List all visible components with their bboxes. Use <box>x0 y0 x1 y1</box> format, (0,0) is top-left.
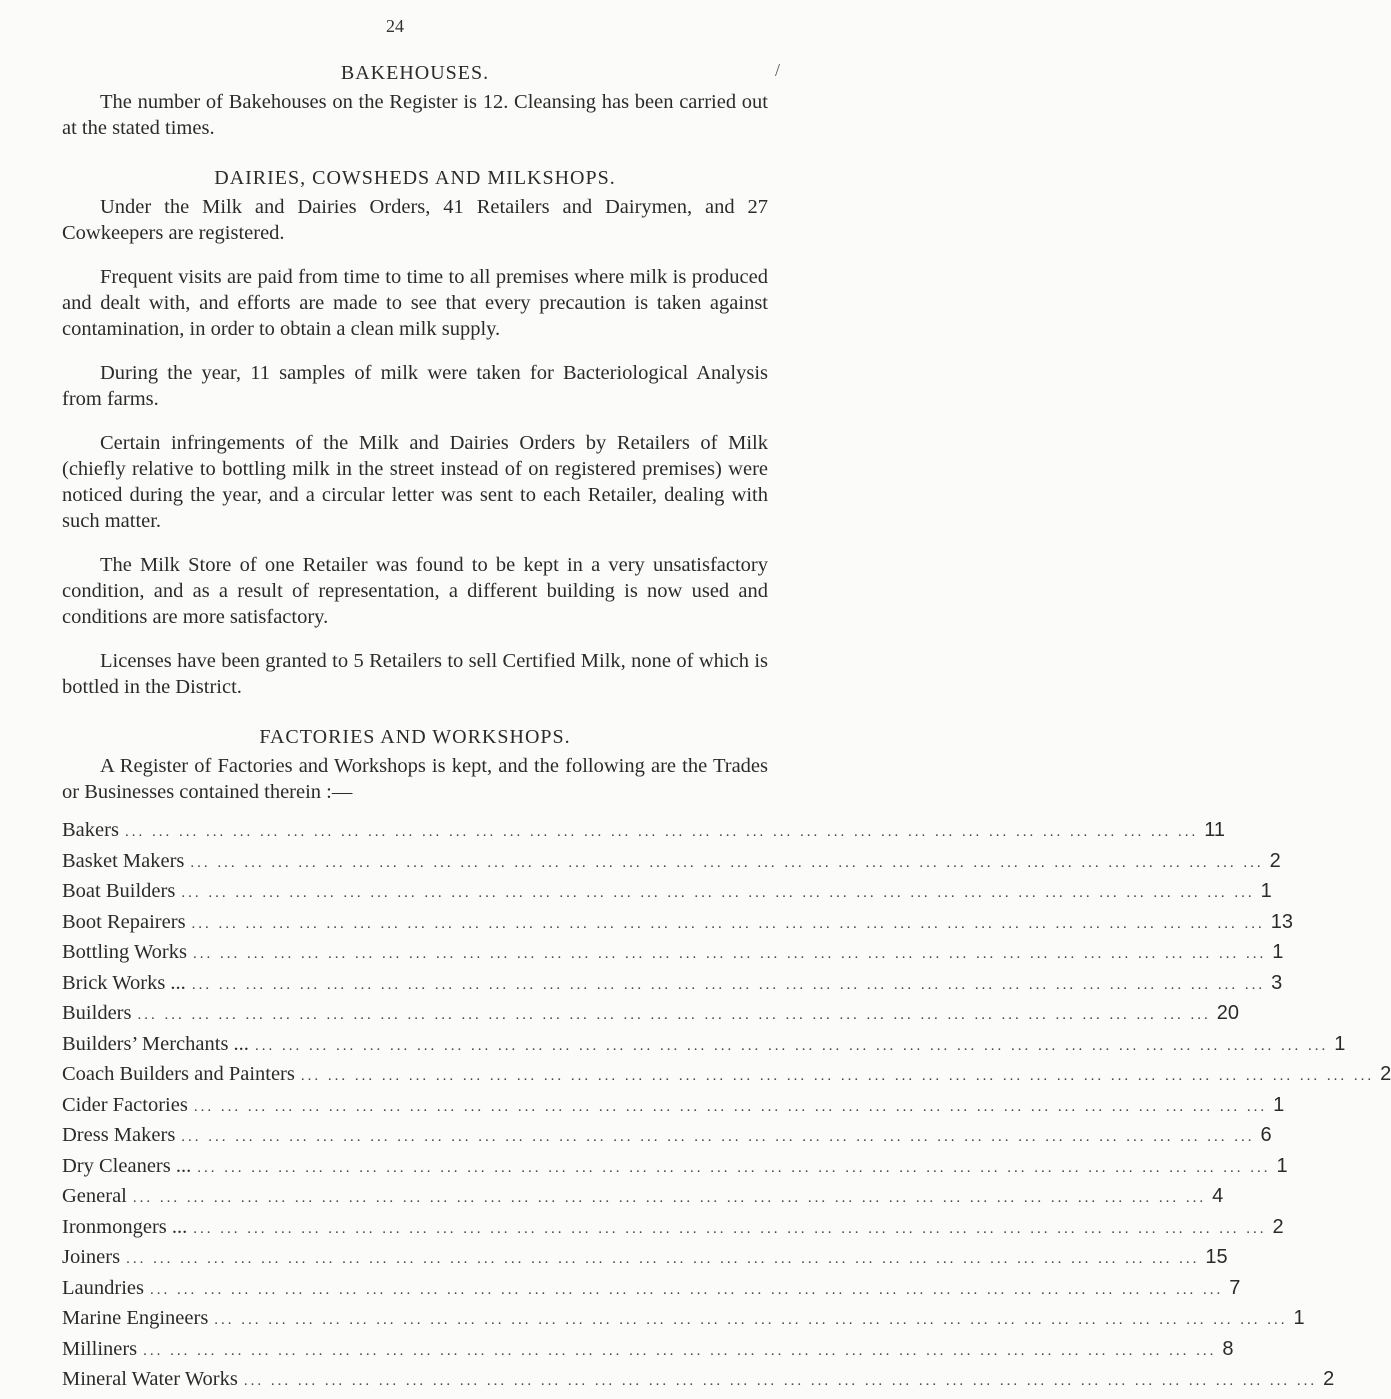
trade-name: Builders’ Merchants ... <box>62 1032 249 1055</box>
trade-count: 6 <box>1260 1124 1272 1146</box>
trade-count: 2 <box>1272 1215 1284 1238</box>
trade-count: 3 <box>1271 971 1283 994</box>
dot-leader: ... ... ... ... ... ... ... ... ... ... ... ... ... ... ... ... ... ... ... ... ... ... ... ... ... ... ... ... ... ... ... ... ... ... ... ... ... ... ... ... <box>126 1251 1200 1267</box>
dot-leader: ... ... ... ... ... ... ... ... ... ... ... ... ... ... ... ... ... ... ... ... ... ... ... ... ... ... ... ... ... ... ... ... ... ... ... ... ... ... ... ... <box>137 1007 1211 1023</box>
trade-name: Marine Engineers <box>62 1307 209 1329</box>
trade-count: 1 <box>1276 1154 1288 1177</box>
dot-leader: ... ... ... ... ... ... ... ... ... ... ... ... ... ... ... ... ... ... ... ... ... ... ... ... ... ... ... ... ... ... ... ... ... ... ... ... ... ... ... ... <box>243 1373 1318 1389</box>
trade-name: Dry Cleaners ... <box>62 1154 192 1177</box>
trade-row <box>62 880 1272 911</box>
trade-name: Mineral Water Works <box>62 1368 238 1390</box>
trade-row <box>62 1063 1391 1094</box>
dairies-paragraph-2: Frequent visits are paid from time to time to all premises where milk is produced and dealt with, and efforts are made to see that every precaution is taken against contamination, in order to obtain a clean milk supply. <box>62 266 768 340</box>
trade-name: Boot Repairers <box>62 910 186 933</box>
dairies-paragraph-1: Under the Milk and Dairies Orders, 41 Retailers and Dairymen, and 27 Cowkeepers are registered. <box>62 196 768 244</box>
trade-row <box>62 1246 1228 1277</box>
trade-name: Brick Works ... <box>62 971 186 994</box>
trade-name: Ironmongers ... <box>62 1215 188 1238</box>
trade-count: 8 <box>1222 1337 1234 1360</box>
trade-row <box>62 1124 1272 1155</box>
margin-mark: / <box>775 60 781 80</box>
trade-count: 15 <box>1205 1246 1228 1268</box>
dot-leader: ... ... ... ... ... ... ... ... ... ... ... ... ... ... ... ... ... ... ... ... ... ... ... ... ... ... ... ... ... ... ... ... ... ... ... ... ... ... ... ... <box>191 915 1265 932</box>
trade-row <box>62 1215 1284 1247</box>
trade-row <box>62 971 1283 1003</box>
trade-count: 1 <box>1272 941 1284 963</box>
dot-leader: ... ... ... ... ... ... ... ... ... ... ... ... ... ... ... ... ... ... ... ... ... ... ... ... ... ... ... ... ... ... ... ... ... ... ... ... ... ... ... ... <box>214 1312 1288 1328</box>
trade-count: 2 <box>1380 1063 1391 1085</box>
trade-count: 4 <box>1212 1185 1224 1207</box>
dot-leader: ... ... ... ... ... ... ... ... ... ... ... ... ... ... ... ... ... ... ... ... ... ... ... ... ... ... ... ... ... ... ... ... ... ... ... ... ... ... ... ... <box>181 885 1255 901</box>
dairies-paragraph-3: During the year, 11 samples of milk were taken for Bacteriological Analysis from farms. <box>62 362 768 410</box>
trade-name: Laundries <box>62 1276 144 1299</box>
dairies-paragraph-6: Licenses have been granted to 5 Retailers to sell Certified Milk, none of which is bottled in the District. <box>62 650 768 698</box>
trade-row <box>62 1307 1305 1338</box>
dot-leader: ... ... ... ... ... ... ... ... ... ... ... ... ... ... ... ... ... ... ... ... ... ... ... ... ... ... ... ... ... ... ... ... ... ... ... ... ... ... ... ... <box>143 1342 1217 1359</box>
dairies-paragraph-5: The Milk Store of one Retailer was found to be kept in a very unsatisfactory condition, and as a result of representation, a different building is now used and conditions are more satisfactory. <box>62 554 768 628</box>
trade-row <box>62 1154 1288 1186</box>
trade-count: 1 <box>1260 880 1272 902</box>
factories-heading: FACTORIES AND WORKSHOPS. <box>259 726 571 748</box>
trade-row <box>62 941 1284 972</box>
factories-intro: A Register of Factories and Workshops is kept, and the following are the Trades or Businesses contained therein :— <box>62 755 768 803</box>
trade-row <box>62 1337 1234 1369</box>
dot-leader: ... ... ... ... ... ... ... ... ... ... ... ... ... ... ... ... ... ... ... ... ... ... ... ... ... ... ... ... ... ... ... ... ... ... ... ... ... ... ... ... <box>193 1220 1267 1237</box>
dot-leader: ... ... ... ... ... ... ... ... ... ... ... ... ... ... ... ... ... ... ... ... ... ... ... ... ... ... ... ... ... ... ... ... ... ... ... ... ... ... ... ... <box>254 1037 1329 1054</box>
trade-count: 1 <box>1273 1093 1285 1116</box>
dot-leader: ... ... ... ... ... ... ... ... ... ... ... ... ... ... ... ... ... ... ... ... ... ... ... ... ... ... ... ... ... ... ... ... ... ... ... ... ... ... ... ... <box>124 824 1199 840</box>
trade-row <box>62 849 1281 881</box>
trade-name: Coach Builders and Painters <box>62 1063 295 1085</box>
dairies-paragraph-4: Certain infringements of the Milk and Dairies Orders by Retailers of Milk (chiefly relative to bottling milk in the street instead of on registered premises) were noticed during the year, and a circular letter was sent to each Retailer, dealing with such matter. <box>62 432 768 532</box>
trade-name: Bottling Works <box>62 941 187 963</box>
trades-list <box>62 819 1391 1399</box>
trade-name: Joiners <box>62 1246 121 1268</box>
trade-count: 1 <box>1293 1307 1305 1329</box>
trade-count: 2 <box>1323 1368 1335 1390</box>
trade-name: Bakers <box>62 819 119 841</box>
dot-leader: ... ... ... ... ... ... ... ... ... ... ... ... ... ... ... ... ... ... ... ... ... ... ... ... ... ... ... ... ... ... ... ... ... ... ... ... ... ... ... ... <box>190 854 1264 871</box>
trade-row <box>62 819 1225 850</box>
trade-name: Cider Factories <box>62 1093 188 1116</box>
trade-row <box>62 1093 1285 1125</box>
trade-row <box>62 1032 1346 1064</box>
dairies-heading: DAIRIES, COWSHEDS AND MILKSHOPS. <box>214 167 616 189</box>
dot-leader: ... ... ... ... ... ... ... ... ... ... ... ... ... ... ... ... ... ... ... ... ... ... ... ... ... ... ... ... ... ... ... ... ... ... ... ... ... ... ... ... <box>192 946 1267 962</box>
trade-count: 7 <box>1229 1276 1241 1299</box>
trade-row <box>62 1002 1239 1033</box>
dot-leader: ... ... ... ... ... ... ... ... ... ... ... ... ... ... ... ... ... ... ... ... ... ... ... ... ... ... ... ... ... ... ... ... ... ... ... ... ... ... ... ... <box>193 1098 1268 1115</box>
trade-count: 13 <box>1270 910 1294 933</box>
dot-leader: ... ... ... ... ... ... ... ... ... ... ... ... ... ... ... ... ... ... ... ... ... ... ... ... ... ... ... ... ... ... ... ... ... ... ... ... ... ... ... ... <box>149 1281 1224 1298</box>
dot-leader: ... ... ... ... ... ... ... ... ... ... ... ... ... ... ... ... ... ... ... ... ... ... ... ... ... ... ... ... ... ... ... ... ... ... ... ... ... ... ... ... <box>181 1129 1255 1145</box>
trade-row <box>62 1276 1241 1308</box>
bakehouses-paragraph: The number of Bakehouses on the Register is 12. Cleansing has been carried out at the stated times. <box>62 91 768 139</box>
trade-name: Basket Makers <box>62 849 185 872</box>
dot-leader: ... ... ... ... ... ... ... ... ... ... ... ... ... ... ... ... ... ... ... ... ... ... ... ... ... ... ... ... ... ... ... ... ... ... ... ... ... ... ... ... <box>197 1159 1271 1176</box>
trade-row <box>62 1368 1335 1399</box>
trade-name: Builders <box>62 1002 132 1024</box>
trade-name: Boat Builders <box>62 880 176 902</box>
trade-name: Milliners <box>62 1337 138 1360</box>
document-body <box>62 62 1391 1399</box>
trade-row <box>62 910 1294 942</box>
dot-leader: ... ... ... ... ... ... ... ... ... ... ... ... ... ... ... ... ... ... ... ... ... ... ... ... ... ... ... ... ... ... ... ... ... ... ... ... ... ... ... ... <box>300 1068 1375 1084</box>
trade-name: General <box>62 1185 127 1207</box>
trade-count: 11 <box>1204 819 1225 841</box>
trade-row <box>62 1185 1224 1216</box>
trade-count: 2 <box>1269 849 1281 872</box>
dot-leader: ... ... ... ... ... ... ... ... ... ... ... ... ... ... ... ... ... ... ... ... ... ... ... ... ... ... ... ... ... ... ... ... ... ... ... ... ... ... ... ... <box>191 976 1266 993</box>
page-number: 24 <box>386 16 404 36</box>
trade-count: 20 <box>1216 1002 1239 1024</box>
dot-leader: ... ... ... ... ... ... ... ... ... ... ... ... ... ... ... ... ... ... ... ... ... ... ... ... ... ... ... ... ... ... ... ... ... ... ... ... ... ... ... ... <box>132 1190 1207 1206</box>
trade-count: 1 <box>1334 1032 1346 1055</box>
bakehouses-heading: BAKEHOUSES. <box>340 62 490 84</box>
trade-name: Dress Makers <box>62 1124 176 1146</box>
